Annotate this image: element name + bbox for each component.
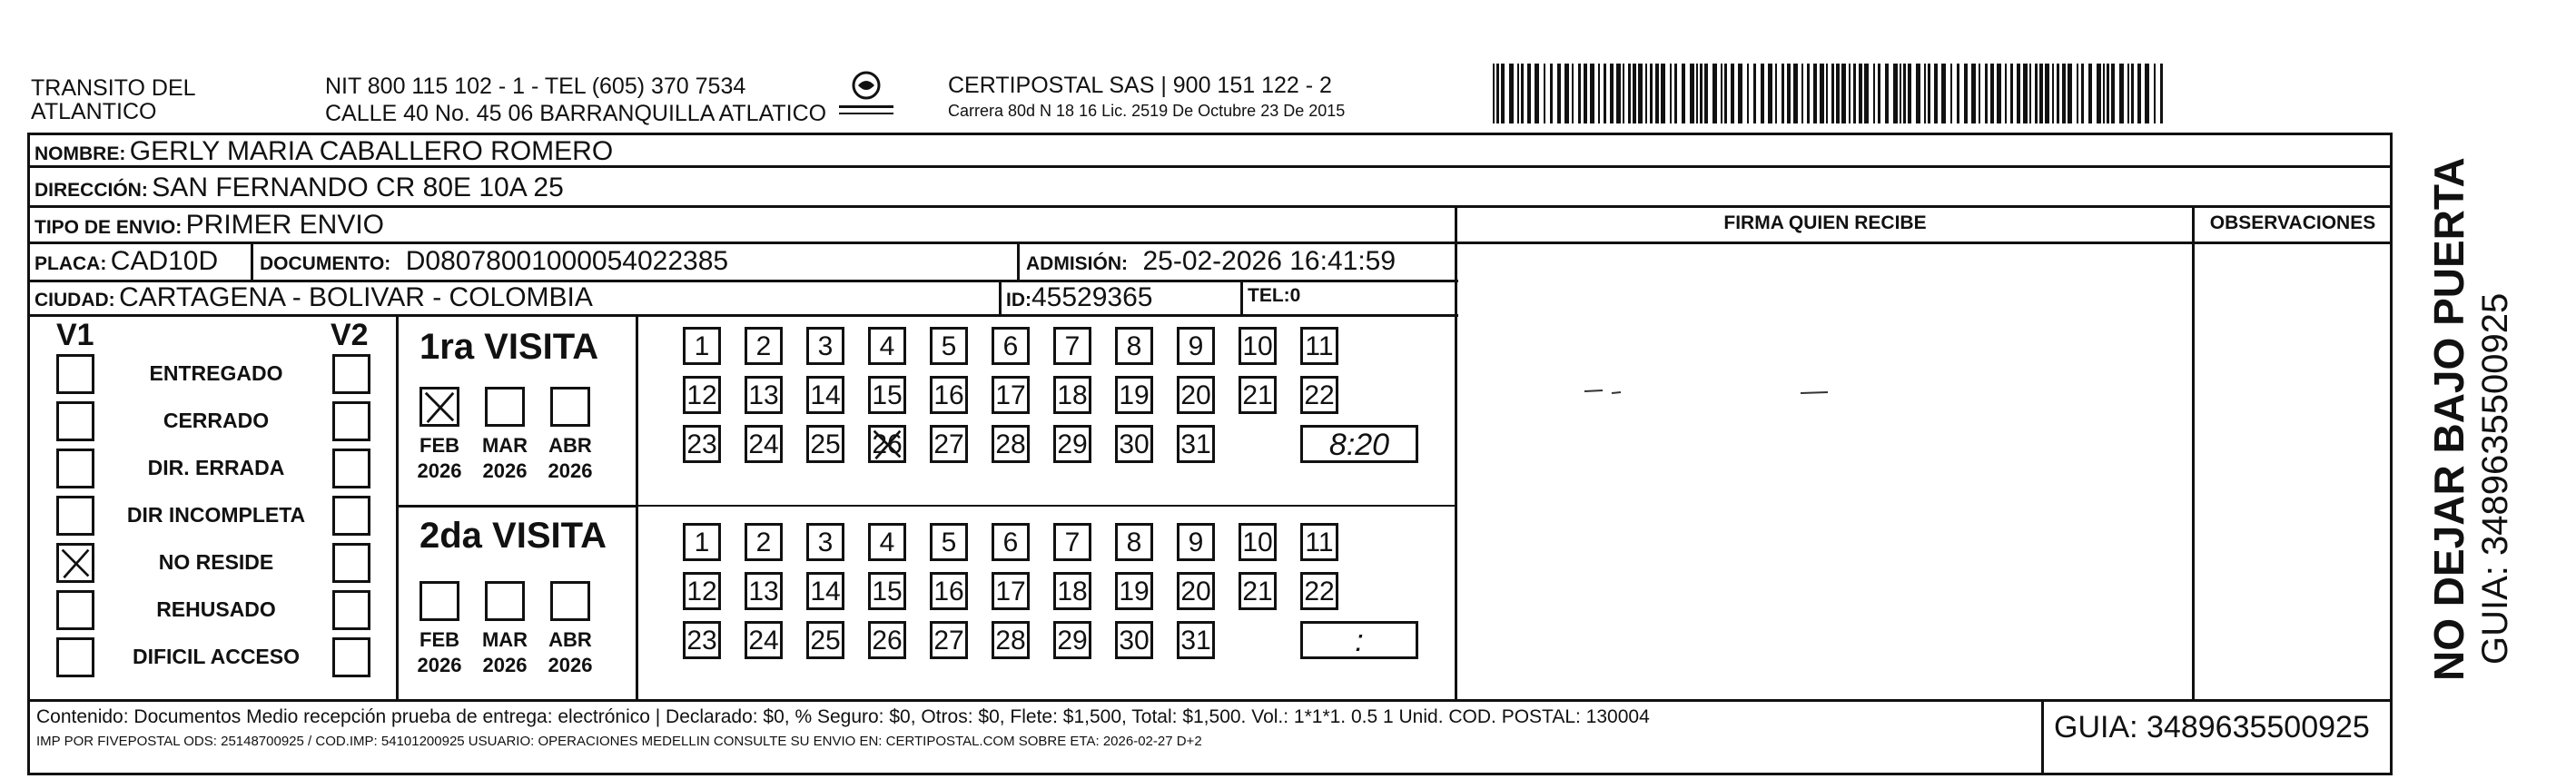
visit2-day-box[interactable] xyxy=(1177,572,1215,610)
nombre-label: NOMBRE: xyxy=(35,143,126,164)
visit2-day-label: 19 xyxy=(1119,577,1150,606)
visit2-year-label: 2026 xyxy=(482,654,528,676)
visit2-month-checkbox[interactable] xyxy=(550,581,590,621)
placa-field xyxy=(35,246,218,277)
address-line: CALLE 40 No. 45 06 BARRANQUILLA ATLATICO xyxy=(325,101,827,126)
visit1-day-box[interactable] xyxy=(1115,327,1153,365)
visit1-day-box[interactable] xyxy=(1177,327,1215,365)
visit2-day-label: 12 xyxy=(686,577,717,606)
side-warning: NO DEJAR BAJO PUERTA xyxy=(2425,157,2472,681)
visit1-day-label: 30 xyxy=(1119,429,1150,459)
visit1-day-box[interactable] xyxy=(1300,376,1338,414)
visit1-day-box[interactable] xyxy=(868,327,906,365)
visit1-day-label: 18 xyxy=(1057,380,1088,410)
placa-label: PLACA: xyxy=(35,253,107,274)
visit2-day-label: 24 xyxy=(748,626,779,656)
nombre-value: GERLY MARIA CABALLERO ROMERO xyxy=(129,136,614,166)
visit1-day-box[interactable] xyxy=(1115,425,1153,463)
visit1-day-label: 19 xyxy=(1119,380,1150,410)
visit1-day-box[interactable] xyxy=(683,327,721,365)
visit2-day-box[interactable] xyxy=(1053,621,1091,659)
visit2-month-checkbox[interactable] xyxy=(419,581,459,621)
visit2-time-value: : xyxy=(1355,624,1364,658)
v2-checkbox[interactable] xyxy=(332,496,370,536)
documento-field xyxy=(260,246,728,277)
visit1-day-box[interactable] xyxy=(1115,376,1153,414)
visit2-day-label: 3 xyxy=(817,528,834,557)
observaciones-area[interactable] xyxy=(2195,244,2391,699)
visit1-day-mark-icon xyxy=(871,428,903,460)
visit2-day-box[interactable] xyxy=(1239,523,1277,561)
visit1-day-label: 26 xyxy=(872,429,903,459)
visit2-day-label: 5 xyxy=(941,528,957,557)
visit2-title: 2da VISITA xyxy=(419,516,607,556)
visit1-day-label: 29 xyxy=(1057,429,1088,459)
visit1-day-label: 7 xyxy=(1064,331,1081,361)
visit1-month-label: MAR xyxy=(481,434,528,457)
visit2-day-box[interactable] xyxy=(1239,572,1277,610)
admision-field xyxy=(1026,246,1396,277)
v1-checkbox[interactable] xyxy=(56,354,94,394)
tel-value: 0 xyxy=(1289,285,1301,306)
org-line-1: TRANSITO DEL xyxy=(31,75,196,101)
visit1-day-box[interactable] xyxy=(806,376,844,414)
visit2-day-box[interactable] xyxy=(806,572,844,610)
direccion-row xyxy=(35,173,564,203)
visit2-day-label: 15 xyxy=(872,577,903,606)
direccion-label: DIRECCIÓN: xyxy=(35,180,148,201)
visit1-time-box[interactable] xyxy=(1300,425,1418,463)
visit1-day-label: 14 xyxy=(810,380,841,410)
visit1-day-box[interactable] xyxy=(1177,425,1215,463)
visit2-day-box[interactable] xyxy=(1115,523,1153,561)
visit1-month-checkbox[interactable] xyxy=(485,387,525,427)
direccion-value: SAN FERNANDO CR 80E 10A 25 xyxy=(152,173,564,202)
visit1-day-label: 9 xyxy=(1188,331,1204,361)
visit1-day-label: 17 xyxy=(995,380,1026,410)
visit2-day-box[interactable] xyxy=(992,523,1030,561)
v1-checkbox[interactable] xyxy=(56,590,94,630)
visit2-day-box[interactable] xyxy=(1177,621,1215,659)
visit2-day-box[interactable] xyxy=(1300,523,1338,561)
v1-checkbox[interactable] xyxy=(56,449,94,488)
visit2-day-box[interactable] xyxy=(1115,621,1153,659)
visit2-day-label: 28 xyxy=(995,626,1026,656)
visit2-day-box[interactable] xyxy=(930,621,968,659)
visit1-day-label: 6 xyxy=(1002,331,1019,361)
visit1-year-label: 2026 xyxy=(417,459,462,482)
visit1-title: 1ra VISITA xyxy=(419,327,599,367)
visit1-day-label: 21 xyxy=(1242,380,1273,410)
visit1-day-box[interactable] xyxy=(1300,327,1338,365)
tel-field xyxy=(1248,285,1300,307)
visit1-day-label: 27 xyxy=(933,429,964,459)
id-value: 45529365 xyxy=(1031,282,1153,312)
visit2-day-label: 27 xyxy=(933,626,964,656)
visit2-day-label: 17 xyxy=(995,577,1026,606)
visit1-day-label: 20 xyxy=(1180,380,1211,410)
visit1-day-box[interactable] xyxy=(868,425,906,463)
side-guia: GUIA: 3489635500925 xyxy=(2475,292,2515,665)
visit1-month-checkbox[interactable] xyxy=(550,387,590,427)
tipo-envio-value: PRIMER ENVIO xyxy=(185,210,385,240)
org-name xyxy=(31,76,196,123)
visit1-day-label: 15 xyxy=(872,380,903,410)
v1-checkbox[interactable] xyxy=(56,496,94,536)
org-contact xyxy=(325,73,826,127)
visit2-year-label: 2026 xyxy=(417,654,462,676)
v1-checkbox[interactable] xyxy=(56,543,94,583)
carrier-sub: Carrera 80d N 18 16 Lic. 2519 De Octubre 23 De 2015 xyxy=(948,102,1346,120)
placa-value: CAD10D xyxy=(110,246,219,276)
footer-guia: GUIA: 3489635500925 xyxy=(2054,710,2370,744)
visit2-day-box[interactable] xyxy=(1300,572,1338,610)
visit1-day-label: 13 xyxy=(748,380,779,410)
visit2-day-label: 21 xyxy=(1242,577,1273,606)
visit2-day-box[interactable] xyxy=(683,572,721,610)
id-field xyxy=(1006,282,1152,313)
visit1-day-label: 25 xyxy=(810,429,841,459)
visit2-day-label: 2 xyxy=(755,528,772,557)
visit2-day-label: 22 xyxy=(1304,577,1335,606)
footer-line-1: Contenido: Documentos Medio recepción prueba de entrega: electrónico | Declarado: $0, % Seguro: $0, Otros: $0, Flete: $1,500, Total: $1,500. Vol.: 1*1*1. 0.5 1 Unid. COD. POSTAL: 130004 xyxy=(36,706,1650,727)
v1-checkbox[interactable] xyxy=(56,637,94,677)
visit2-day-label: 25 xyxy=(810,626,841,656)
visit2-day-label: 26 xyxy=(872,626,903,656)
visit1-month-label: FEB xyxy=(419,434,459,457)
v2-checkbox[interactable] xyxy=(332,354,370,394)
v2-checkbox[interactable] xyxy=(332,637,370,677)
v2-checkbox[interactable] xyxy=(332,401,370,441)
visit2-day-box[interactable] xyxy=(806,523,844,561)
v2-header: V2 xyxy=(331,318,369,352)
reason-label: REHUSADO xyxy=(156,597,276,621)
visit1-day-box[interactable] xyxy=(992,425,1030,463)
documento-label: DOCUMENTO: xyxy=(260,253,391,274)
visit1-month-label: ABR xyxy=(548,434,592,457)
visit2-month-label: FEB xyxy=(419,628,459,651)
visit1-day-label: 24 xyxy=(748,429,779,459)
visit1-day-label: 4 xyxy=(879,331,895,361)
visit1-day-box[interactable] xyxy=(1053,327,1091,365)
visit1-time-value: 8:20 xyxy=(1328,428,1390,462)
visit2-day-label: 9 xyxy=(1188,528,1204,557)
visit1-day-box[interactable] xyxy=(683,376,721,414)
certipostal-logo xyxy=(834,65,899,123)
ciudad-row xyxy=(35,282,593,313)
visit1-day-label: 3 xyxy=(817,331,834,361)
visit2-day-label: 1 xyxy=(694,528,710,557)
barcode xyxy=(1493,64,2170,123)
visit2-day-label: 31 xyxy=(1180,626,1211,656)
id-label: ID: xyxy=(1006,290,1031,311)
visit2-day-label: 18 xyxy=(1057,577,1088,606)
signature-area[interactable] xyxy=(1457,244,2193,699)
tipo-envio-row xyxy=(35,210,384,241)
visit2-day-box[interactable] xyxy=(930,572,968,610)
observaciones-header xyxy=(2195,212,2391,234)
visit2-day-box[interactable] xyxy=(992,572,1030,610)
visit2-day-label: 10 xyxy=(1242,528,1273,557)
visit2-month-checkbox[interactable] xyxy=(485,581,525,621)
visit1-day-label: 12 xyxy=(686,380,717,410)
observaciones-header-label: OBSERVACIONES xyxy=(2209,212,2376,233)
visit1-day-box[interactable] xyxy=(868,376,906,414)
visit2-day-label: 29 xyxy=(1057,626,1088,656)
v2-checkbox[interactable] xyxy=(332,543,370,583)
visit2-day-label: 7 xyxy=(1064,528,1081,557)
visit2-month-label: MAR xyxy=(481,628,528,651)
visit1-day-label: 28 xyxy=(995,429,1026,459)
tel-label: TEL: xyxy=(1248,285,1290,306)
org-line-2: ATLANTICO xyxy=(31,99,157,124)
visit1-day-box[interactable] xyxy=(930,376,968,414)
visit1-day-box[interactable] xyxy=(930,327,968,365)
visit2-day-box[interactable] xyxy=(1053,572,1091,610)
visit1-day-label: 23 xyxy=(686,429,717,459)
visit1-day-box[interactable] xyxy=(745,376,783,414)
visit2-day-box[interactable] xyxy=(868,621,906,659)
visit1-day-label: 8 xyxy=(1126,331,1142,361)
side-panel xyxy=(2397,157,2542,681)
visit1-year-label: 2026 xyxy=(548,459,593,482)
visit2-day-box[interactable] xyxy=(868,572,906,610)
visit1-day-label: 16 xyxy=(933,380,964,410)
ciudad-value: CARTAGENA - BOLIVAR - COLOMBIA xyxy=(119,282,593,312)
v2-checkbox[interactable] xyxy=(332,590,370,630)
visit2-day-box[interactable] xyxy=(745,572,783,610)
visit2-day-label: 4 xyxy=(879,528,895,557)
visit1-day-box[interactable] xyxy=(992,327,1030,365)
visit1-day-box[interactable] xyxy=(930,425,968,463)
visit2-day-label: 11 xyxy=(1305,528,1334,557)
nombre-row xyxy=(35,136,613,167)
visit2-day-box[interactable] xyxy=(683,523,721,561)
visit2-day-box[interactable] xyxy=(806,621,844,659)
visit2-day-box[interactable] xyxy=(1115,572,1153,610)
visit2-day-box[interactable] xyxy=(745,621,783,659)
visit2-day-box[interactable] xyxy=(992,621,1030,659)
nit-line: NIT 800 115 102 - 1 - TEL (605) 370 7534 xyxy=(325,74,746,99)
visit1-day-label: 22 xyxy=(1304,380,1335,410)
visit2-day-label: 30 xyxy=(1119,626,1150,656)
visit1-day-box[interactable] xyxy=(1177,376,1215,414)
visit2-day-box[interactable] xyxy=(1053,523,1091,561)
visit2-day-label: 20 xyxy=(1180,577,1211,606)
documento-value: D08078001000054022385 xyxy=(405,246,729,276)
visit2-day-box[interactable] xyxy=(745,523,783,561)
v2-checkbox[interactable] xyxy=(332,449,370,488)
visit1-day-box[interactable] xyxy=(1053,425,1091,463)
visit2-time-box[interactable] xyxy=(1300,621,1418,659)
admision-label: ADMISIÓN: xyxy=(1026,253,1128,274)
visit1-day-box[interactable] xyxy=(745,327,783,365)
visit1-day-box[interactable] xyxy=(745,425,783,463)
visit2-day-label: 6 xyxy=(1002,528,1019,557)
visit2-day-label: 13 xyxy=(748,577,779,606)
visit2-day-box[interactable] xyxy=(683,621,721,659)
visit2-month-label: ABR xyxy=(548,628,592,651)
visit1-day-label: 10 xyxy=(1242,331,1273,361)
visit1-day-box[interactable] xyxy=(1053,376,1091,414)
visit2-day-box[interactable] xyxy=(930,523,968,561)
ciudad-label: CIUDAD: xyxy=(35,290,115,311)
visit1-day-label: 2 xyxy=(755,331,772,361)
reason-label: NO RESIDE xyxy=(158,550,274,574)
visit1-month-checkbox[interactable] xyxy=(419,387,459,427)
visit2-day-label: 23 xyxy=(686,626,717,656)
firma-header xyxy=(1457,212,2193,234)
visit1-day-label: 11 xyxy=(1305,331,1334,361)
visit1-year-label: 2026 xyxy=(482,459,528,482)
v1-checkbox[interactable] xyxy=(56,401,94,441)
admision-value: 25-02-2026 16:41:59 xyxy=(1142,246,1397,276)
visit1-day-box[interactable] xyxy=(806,327,844,365)
visit1-day-label: 1 xyxy=(694,331,710,361)
reason-label: DIR. ERRADA xyxy=(147,456,285,479)
carrier-line: CERTIPOSTAL SAS | 900 151 122 - 2 xyxy=(948,73,1332,98)
visit1-day-box[interactable] xyxy=(1239,327,1277,365)
visit2-day-label: 16 xyxy=(933,577,964,606)
reason-label: CERRADO xyxy=(163,409,270,432)
tipo-envio-label: TIPO DE ENVIO: xyxy=(35,217,183,238)
visit1-day-box[interactable] xyxy=(683,425,721,463)
visit2-day-box[interactable] xyxy=(868,523,906,561)
visit1-day-label: 5 xyxy=(941,331,957,361)
visit1-day-label: 31 xyxy=(1180,429,1211,459)
footer-line-2: IMP POR FIVEPOSTAL ODS: 25148700925 / COD.IMP: 54101200925 USUARIO: OPERACIONES MEDELLIN CONSULTE SU ENVIO EN: CERTIPOSTAL.COM SOBRE ETA: 2026-02-27 D+2 xyxy=(36,734,1202,749)
reason-label: DIFICIL ACCESO xyxy=(132,645,300,668)
visit2-day-box[interactable] xyxy=(1177,523,1215,561)
reason-label: DIR INCOMPLETA xyxy=(126,503,306,527)
visit2-day-label: 14 xyxy=(810,577,841,606)
visit2-year-label: 2026 xyxy=(548,654,593,676)
visit1-day-box[interactable] xyxy=(992,376,1030,414)
visit1-day-box[interactable] xyxy=(1239,376,1277,414)
reason-label: ENTREGADO xyxy=(149,361,283,385)
visit2-day-label: 8 xyxy=(1126,528,1142,557)
visit1-day-box[interactable] xyxy=(806,425,844,463)
v1-header: V1 xyxy=(56,318,94,352)
firma-header-label: FIRMA QUIEN RECIBE xyxy=(1723,212,1927,233)
